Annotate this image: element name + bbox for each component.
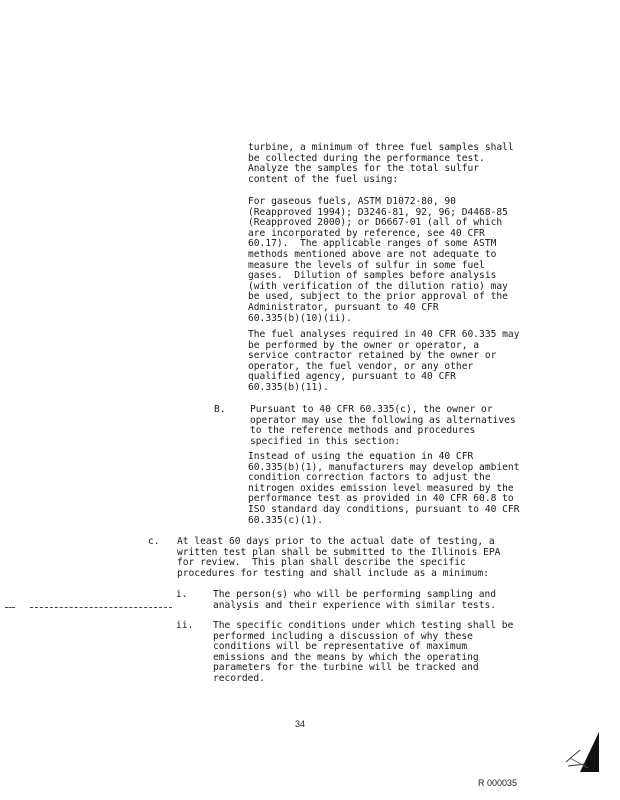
text-line: content of the fuel using: xyxy=(248,173,399,185)
text-line: (Reapproved 2000); or D6667-01 (all of which xyxy=(248,217,503,229)
text-line: 60.335(b)(10)(ii). xyxy=(248,312,352,324)
paragraph-fuel-analyses xyxy=(248,330,519,394)
text-line: be used, subject to the prior approval of the xyxy=(248,291,508,303)
text-line: performance test as provided in 40 CFR 60.8 to xyxy=(248,493,514,505)
text-line: The fuel analyses required in 40 CFR 60.335 may xyxy=(248,329,520,340)
item-ii-marker: ii. xyxy=(176,620,194,631)
text-line: performed including a discussion of why these xyxy=(213,630,473,642)
text-line: measure the levels of sulfur in some fuel xyxy=(248,259,485,271)
text-line: service contractor retained by the owner or xyxy=(248,350,497,362)
text-line: recorded. xyxy=(213,672,265,684)
text-line: 60.335(c)(1). xyxy=(248,514,324,526)
text-line: for review. This plan shall describe the specific xyxy=(177,557,466,569)
text-line: Instead of using the equation in 40 CFR xyxy=(248,451,474,462)
paragraph-gaseous-fuels xyxy=(248,197,508,324)
page-number: 34 xyxy=(295,719,306,729)
text-line: specified in this section: xyxy=(250,435,401,447)
scan-line-mark xyxy=(5,607,15,608)
text-line: are incorporated by reference, see 40 CFR xyxy=(248,227,485,239)
paragraph-correction-factors xyxy=(248,452,519,526)
text-line: condition correction factors to adjust the xyxy=(248,472,491,484)
text-line: The specific conditions under which testing shall be xyxy=(213,620,514,631)
text-line: qualified agency, pursuant to 40 CFR xyxy=(248,371,456,383)
text-line: 60.17). The applicable ranges of some ASTM xyxy=(248,238,497,250)
text-line: The person(s) who will be performing sampling and xyxy=(213,589,497,600)
scan-corner-stamp xyxy=(562,728,606,776)
text-line: Administrator, pursuant to 40 CFR xyxy=(248,301,439,313)
text-line: ISO standard day conditions, pursuant to 40 CFR xyxy=(248,503,520,515)
scan-line-mark xyxy=(30,607,172,608)
text-line: analysis and their experience with similar tests. xyxy=(213,599,497,611)
text-line: Analyze the samples for the total sulfur xyxy=(248,163,480,175)
text-line: gases. Dilution of samples before analysis xyxy=(248,270,497,282)
text-line: emissions and the means by which the operating xyxy=(213,651,479,663)
text-line: 60.335(b)(11). xyxy=(248,381,329,393)
item-i-marker: i. xyxy=(176,589,188,600)
text-line: methods mentioned above are not adequate to xyxy=(248,248,497,260)
text-line: operator may use the following as alternatives xyxy=(250,414,516,426)
text-line: written test plan shall be submitted to the Illinois EPA xyxy=(177,546,501,558)
item-b-text xyxy=(250,405,516,447)
text-line: operator, the fuel vendor, or any other xyxy=(248,360,474,372)
item-i-text xyxy=(213,590,496,611)
bates-number: R 000035 xyxy=(478,778,518,788)
text-line: nitrogen oxides emission level measured by the xyxy=(248,482,514,494)
text-line: to the reference methods and procedures xyxy=(250,425,476,437)
item-ii-text xyxy=(213,621,513,685)
paragraph-sampling xyxy=(248,143,514,185)
text-line: procedures for testing and shall include as a minimum: xyxy=(177,567,489,579)
text-line: parameters for the turbine will be tracked and xyxy=(213,662,479,674)
text-line: conditions will be representative of maximum xyxy=(213,641,468,653)
text-line: (Reapproved 1994); D3246-81, 92, 96; D4468-85 xyxy=(248,206,508,218)
text-line: be performed by the owner or operator, a xyxy=(248,339,480,351)
item-c-text xyxy=(177,537,500,579)
text-line: turbine, a minimum of three fuel samples shall xyxy=(248,142,514,153)
item-c-marker: c. xyxy=(148,536,160,547)
text-line: For gaseous fuels, ASTM D1072-80, 90 xyxy=(248,196,456,207)
item-b-marker: B. xyxy=(214,404,226,415)
text-line: be collected during the performance test. xyxy=(248,152,485,164)
text-line: Pursuant to 40 CFR 60.335(c), the owner or xyxy=(250,404,493,415)
text-line: 60.335(b)(1), manufacturers may develop ambient xyxy=(248,461,520,473)
text-line: (with verification of the dilution ratio) may xyxy=(248,280,508,292)
text-line: At least 60 days prior to the actual date of testing, a xyxy=(177,536,495,547)
